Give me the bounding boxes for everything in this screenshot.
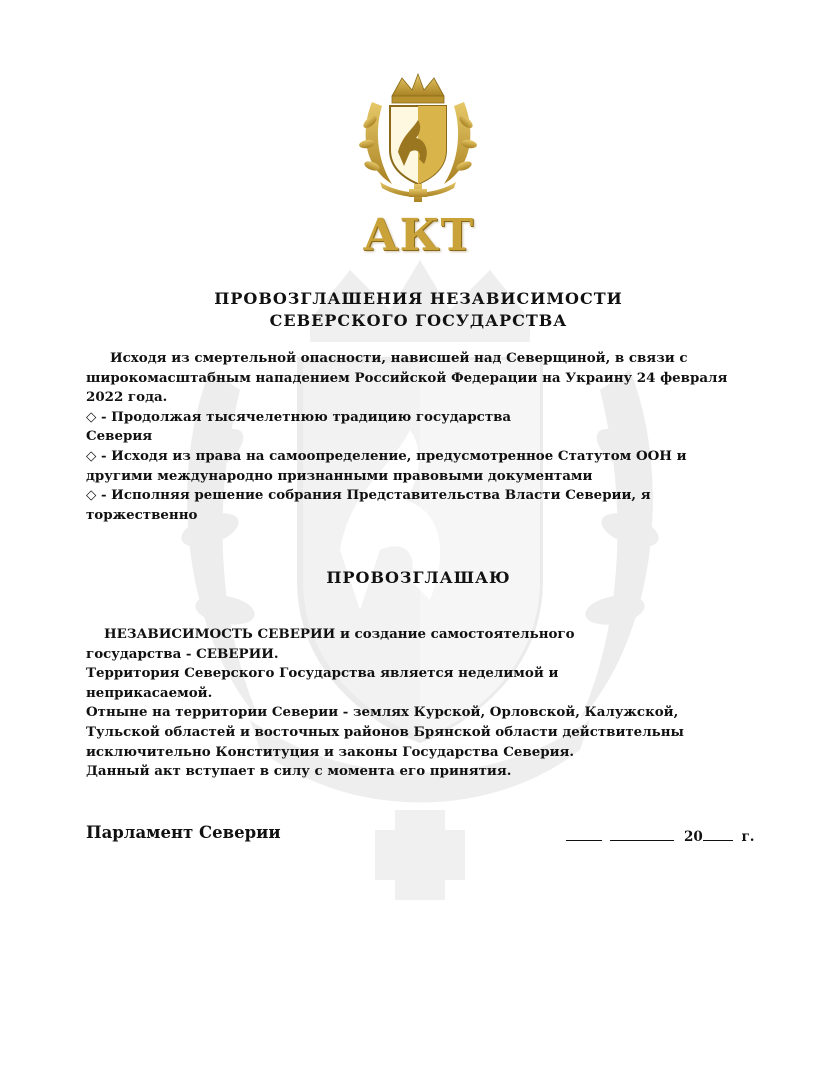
declaration-line: Территория Северского Государства является неделимой и: [86, 665, 559, 682]
declaration-line: неприкасаемой.: [86, 684, 213, 701]
declaration-line: Тульской областей и восточных районов Брянской области действительны: [86, 723, 684, 740]
coat-of-arms-icon: [358, 72, 478, 202]
date-line: [566, 826, 754, 845]
preamble-line: ◇ - Продолжая тысячелетнюю традицию государства: [86, 408, 512, 425]
declaration-text: [86, 625, 756, 782]
declaration-line: НЕЗАВИСИМОСТЬ СЕВЕРИИ и создание самостоятельного: [104, 626, 575, 642]
date-year-blank: [703, 826, 733, 841]
preamble-line: ◇ - Исполняя решение собрания Представительства Власти Северии, я: [86, 487, 651, 504]
date-day-blank: [566, 826, 602, 841]
preamble-line: широкомасштабным нападением Российской Федерации на Украину 24 февраля: [86, 369, 728, 386]
signature: Парламент Северии: [86, 823, 281, 842]
declaration-line: Данный акт вступает в силу с момента его принятия.: [86, 763, 512, 780]
preamble-text: [86, 349, 756, 525]
date-month-blank: [610, 826, 674, 841]
subtitle-line-1: ПРОВОЗГЛАШЕНИЯ НЕЗАВИСИМОСТИ: [214, 289, 623, 308]
declaration-line: Отныне на территории Северии - землях Курской, Орловской, Калужской,: [86, 704, 679, 721]
declaration-line: исключительно Конституция и законы Государства Северия.: [86, 743, 575, 760]
preamble-line: Исходя из смертельной опасности, нависшей над Северщиной, в связи с: [110, 350, 688, 366]
document-title: АКТ: [362, 210, 475, 261]
preamble-line: Северия: [86, 428, 153, 445]
preamble-line: другими международно признанными правовыми документами: [86, 467, 593, 484]
date-year-prefix: 20: [684, 829, 703, 845]
subtitle-line-2: СЕВЕРСКОГО ГОСУДАРСТВА: [269, 311, 568, 330]
proclaim-heading: ПРОВОЗГЛАШАЮ: [326, 568, 511, 587]
preamble-line: торжественно: [86, 506, 198, 523]
declaration-line: государства - СЕВЕРИИ.: [86, 645, 279, 662]
preamble-line: 2022 года.: [86, 389, 168, 406]
date-suffix: г.: [741, 829, 755, 845]
preamble-line: ◇ - Исходя из права на самоопределение, предусмотренное Статутом ООН и: [86, 447, 687, 464]
